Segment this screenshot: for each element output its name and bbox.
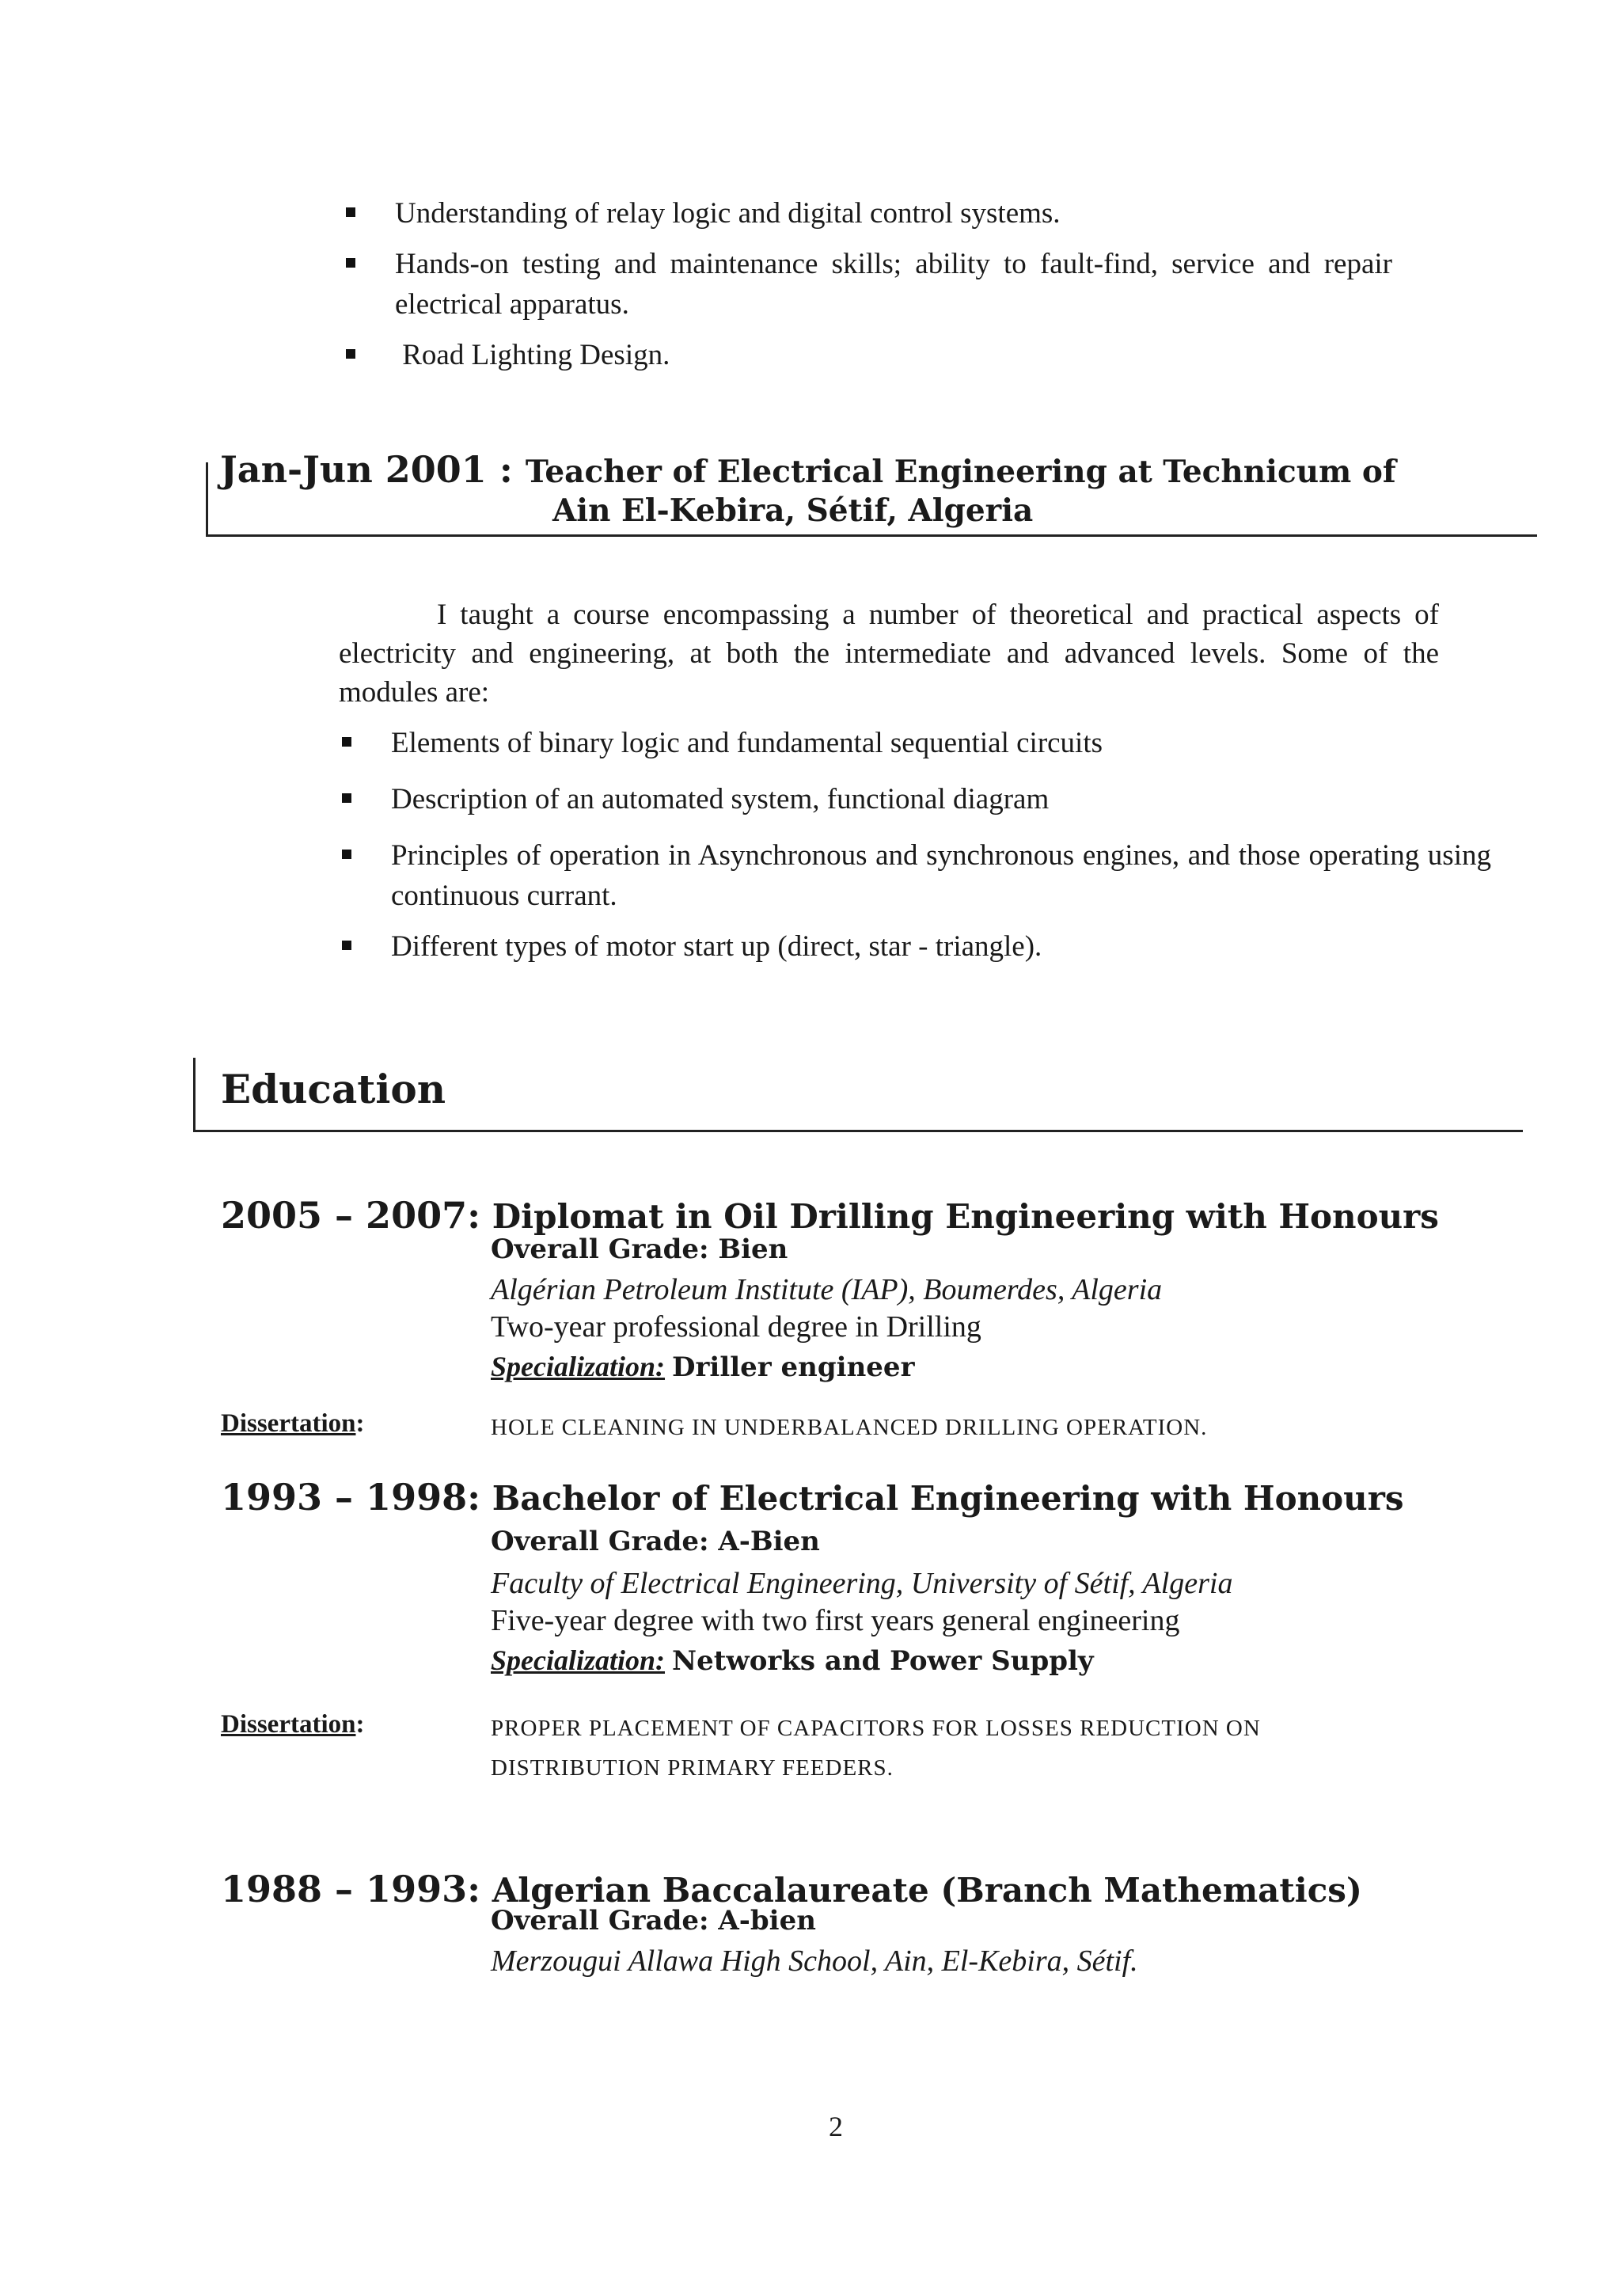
specialization (491, 1348, 914, 1386)
overall-grade: Overall Grade: A-Bien (491, 1526, 820, 1557)
specialization-label: Specialization: (491, 1644, 666, 1676)
dissertation-label: Dissertation (221, 1409, 356, 1438)
education-years: 1988 – 1993: (221, 1868, 481, 1910)
overall-grade: Overall Grade: A-bien (491, 1905, 816, 1937)
institution: Algérian Petroleum Institute (IAP), Boumerdes, Algeria (491, 1273, 1163, 1306)
institution: Merzougui Allawa High School, Ain, El-Kebira, Sétif. (491, 1944, 1138, 1978)
square-bullet-icon (346, 349, 355, 359)
square-bullet-icon (342, 793, 351, 803)
list-item: Different types of motor start up (direct, star - triangle). (342, 926, 1491, 967)
job-intro-paragraph: I taught a course encompassing a number of theoretical and practical aspects of electricity and engineering, at both the intermediate and advanced levels. Some of the modules are: (339, 599, 1439, 709)
institution: Faculty of Electrical Engineering, University of Sétif, Algeria (491, 1567, 1233, 1600)
list-item: Road Lighting Design. (346, 335, 1392, 375)
job-heading (220, 448, 1396, 491)
list-item: Elements of binary logic and fundamental sequential circuits (342, 723, 1491, 763)
dissertation-label-row: Dissertation: (221, 1710, 365, 1739)
degree-description: Five-year degree with two first years general engineering (491, 1604, 1180, 1637)
list-item: Principles of operation in Asynchronous and synchronous engines, and those operating using continuous currant. (342, 835, 1491, 916)
skills-list (346, 193, 1392, 375)
dissertation-label-row: Dissertation: (221, 1409, 365, 1438)
degree-title: Diplomat in Oil Drilling Engineering with Honours (492, 1197, 1439, 1236)
dissertation-title: PROPER PLACEMENT OF CAPACITORS FOR LOSSES REDUCTION ON DISTRIBUTION PRIMARY FEEDERS. (491, 1716, 1261, 1781)
job-heading-underline (206, 534, 1537, 537)
job-title-line1: Teacher of Electrical Engineering at Technicum of (525, 454, 1396, 490)
modules-list (342, 723, 1491, 967)
degree-title: Bachelor of Electrical Engineering with Honours (492, 1479, 1404, 1518)
job-dates: Jan-Jun 2001 : (220, 448, 526, 491)
degree-description: Two-year professional degree in Drilling (491, 1310, 981, 1344)
education-entry-title (221, 1193, 1439, 1239)
page-number: 2 (829, 2111, 843, 2142)
square-bullet-icon (342, 850, 351, 859)
dissertation-title: HOLE CLEANING IN UNDERBALANCED DRILLING OPERATION. (491, 1415, 1208, 1440)
education-years: 2005 – 2007: (221, 1194, 481, 1237)
education-heading-left-border (193, 1058, 196, 1132)
education-entry-title (221, 1475, 1403, 1521)
square-bullet-icon (346, 207, 355, 217)
education-heading: Education (221, 1066, 446, 1112)
specialization-label: Specialization: (491, 1351, 666, 1382)
list-item: Hands-on testing and maintenance skills; ability to fault-find, service and repair electrical apparatus. (346, 244, 1392, 325)
list-item: Understanding of relay logic and digital control systems. (346, 193, 1392, 234)
dissertation-label: Dissertation (221, 1710, 356, 1739)
job-title-line2: Ain El-Kebira, Sétif, Algeria (552, 492, 1034, 529)
education-years: 1993 – 1998: (221, 1476, 481, 1519)
overall-grade: Overall Grade: Bien (491, 1234, 788, 1265)
specialization-value: Driller engineer (672, 1351, 915, 1383)
degree-title: Algerian Baccalaureate (Branch Mathematics) (492, 1871, 1362, 1910)
list-item: Description of an automated system, functional diagram (342, 779, 1491, 819)
square-bullet-icon (342, 941, 351, 950)
education-heading-underline (193, 1130, 1523, 1132)
specialization-value: Networks and Power Supply (672, 1645, 1094, 1677)
specialization (491, 1641, 1094, 1680)
job-heading-left-border (206, 462, 208, 537)
square-bullet-icon (342, 737, 351, 747)
square-bullet-icon (346, 258, 355, 268)
